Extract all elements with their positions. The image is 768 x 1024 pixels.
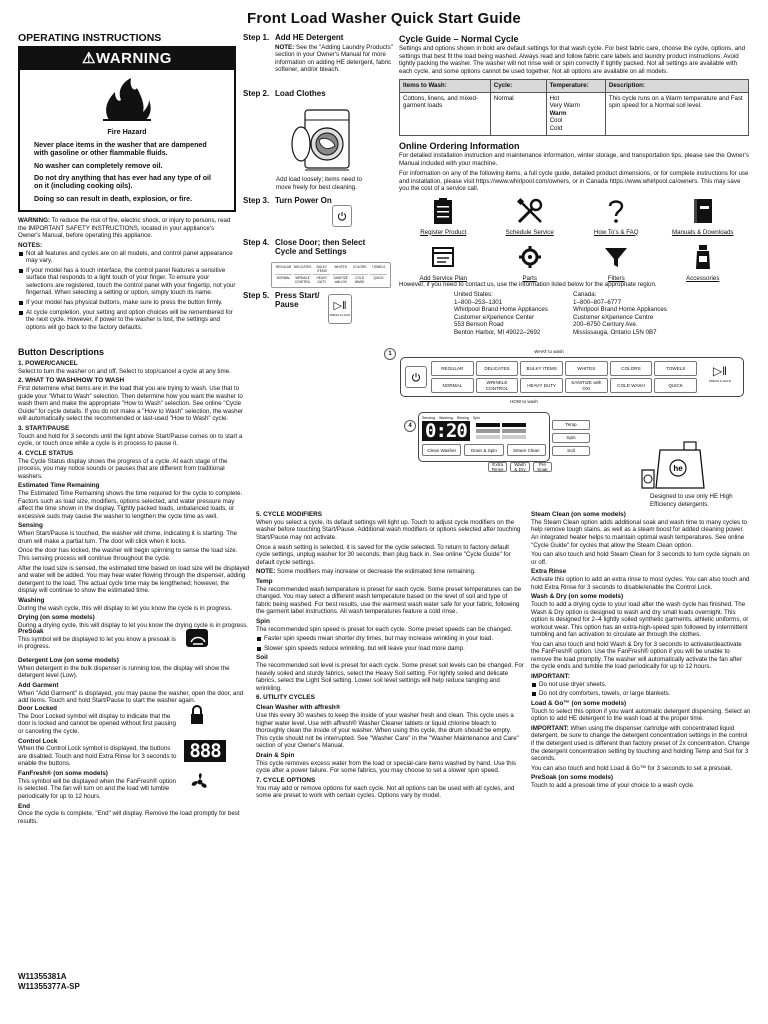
contact-phone: 1–800–253–1301 bbox=[454, 298, 503, 306]
note-item: Not all features and cycles are on all models, and control panel appearance may vary. bbox=[18, 250, 236, 265]
online-heading: Online Ordering Information bbox=[399, 141, 520, 151]
control-lock-display: 888 bbox=[184, 740, 226, 762]
cycle-button-grid bbox=[431, 361, 697, 393]
accessories-bottle-icon bbox=[688, 242, 718, 272]
subsection-text: Once the cycle is complete, "End" will display. Remove the load promptly for best results. bbox=[18, 810, 240, 825]
play-pause-icon: ▷‖ bbox=[712, 364, 728, 378]
mini-cycle: NORMAL bbox=[276, 275, 291, 280]
status-display-panel bbox=[418, 412, 550, 462]
section-text: Touch and hold for 3 seconds until the light above Start/Pause comes on to start a cycle, or touch once while a cycle is in process to pause it. bbox=[18, 432, 243, 448]
subsection-title: End bbox=[18, 802, 31, 810]
cycle-table bbox=[399, 79, 749, 135]
warning-triangle-icon: ⚠ bbox=[82, 50, 96, 68]
steps-column bbox=[243, 34, 393, 76]
note-text: See the "Adding Laundry Products" section in your Owner's Manual for more information on adding HE detergent, fabric softener, and/or bleach. bbox=[275, 43, 393, 74]
detergent-low-block bbox=[18, 655, 250, 707]
subsection-text: Activate this option to add an extra rinse to most cycles. You can also touch and hold Extra Rinse for 3 seconds to disable/enable the Control Lock. bbox=[531, 576, 750, 591]
subsection-title: Wash & Dry (on some models) bbox=[531, 593, 624, 601]
subsection-title: Drying (on some models) bbox=[18, 614, 95, 622]
level-indicators bbox=[476, 423, 526, 439]
note-item: If your model has a touch interface, the control panel features a sensitive surface that responds to a light touch of your finger. To ensure your selections are registered, touch the control panel with your fingertip, not your fingernail. When selecting a setting or option, simply touch its name. bbox=[18, 267, 236, 297]
subsection-text: This symbol will be displayed to let you know a presoak is in progress. bbox=[18, 635, 176, 651]
subsection-text: When the Control Lock symbol is displayed, the buttons are disabled. Touch and hold Extra Rinse for 3 seconds to enable the buttons. bbox=[18, 745, 177, 768]
power-button-illustration bbox=[332, 205, 352, 227]
subsection-text: Touch to add a drying cycle to your load after the wash cycle has finished. The Wash & Dry option is designed to wash and dry small loads overnight. This option is designed for 2–4 lightly soiled synthetic garments, athletic uniforms, or workout wear. This option has an extra-high-speed spin followed by intermittent tumbling and fan activation to circulate air through the clothes. bbox=[531, 600, 749, 639]
link-filters[interactable] bbox=[573, 242, 660, 282]
subsection-text: The Estimated Time Remaining shows the time required for the cycle to complete. Factors such as load size, modifiers, options selected, and water pressure may affect the time shown in the display. Tightly packed loads, unbalanced loads, or excessive suds may cause the washer to lengthen the cycle time as well. bbox=[18, 490, 243, 520]
washer-loading-illustration bbox=[283, 106, 355, 174]
table-header: Items to Wash: bbox=[400, 80, 491, 93]
contact-line: Whirlpool Brand Home Appliances bbox=[454, 306, 548, 314]
hazard-line: No washer can completely remove oil. bbox=[34, 161, 163, 170]
mini-cycle: QUICK bbox=[373, 275, 384, 280]
contact-us bbox=[454, 291, 574, 336]
step-title: Load Clothes bbox=[275, 89, 326, 98]
svg-text:he: he bbox=[673, 464, 683, 473]
section-title: 2. WHAT TO WASH/HOW TO WASH bbox=[18, 377, 125, 385]
mini-cycle: COLD WASH bbox=[354, 275, 365, 284]
link-label[interactable]: Schedule Service bbox=[505, 228, 554, 236]
mini-cycle: REGULAR bbox=[275, 266, 292, 275]
step-number: Step 4. bbox=[243, 238, 270, 247]
press-hold-label: PRESS & HOLD bbox=[708, 379, 732, 383]
temp-button[interactable]: Temp bbox=[552, 420, 590, 430]
subsection-title: Clean Washer with affresh® bbox=[256, 704, 341, 712]
subsection-title: Extra Rinse bbox=[531, 568, 567, 576]
temp-option-default: Warm bbox=[549, 109, 567, 117]
cycle-guide bbox=[399, 34, 749, 136]
button-descriptions bbox=[18, 347, 250, 632]
option-button-clean-washer[interactable]: Clean Washer bbox=[422, 444, 461, 456]
link-label[interactable]: Add Service Plan bbox=[419, 274, 467, 282]
subsection-text: The Steam Clean option adds additional soak and wash time to many cycles to help remove tough stains, as well as a steam boost for added cleaning power. An integrated heater helps to maintain optimal wash temperatures. See online "Cycle Guide" for cycles that allow the Steam Clean option. bbox=[531, 518, 747, 549]
temp-option: Hot bbox=[549, 94, 560, 102]
button-desc-heading: Button Descriptions bbox=[18, 347, 105, 357]
warning-lead: WARNING: bbox=[18, 217, 50, 225]
bullet-item: Slower spin speeds reduce wrinkling, but will leave your load more damp. bbox=[256, 645, 524, 653]
start-button-illustration bbox=[328, 294, 352, 324]
cycle-button-towels[interactable]: TOWELS bbox=[654, 361, 697, 376]
link-manuals-downloads[interactable] bbox=[660, 196, 747, 236]
subsection-title: Steam Clean (on some models) bbox=[531, 511, 626, 518]
step-title: Press Start/ Pause bbox=[275, 291, 320, 309]
option-button-drain-spin[interactable]: Drain & Spin bbox=[464, 444, 503, 456]
subsection-title: Load & Go™ (on some models) bbox=[531, 699, 627, 707]
warning-header bbox=[20, 48, 234, 70]
he-caption: Designed to use only HE High Efficiency detergents. bbox=[650, 493, 733, 508]
step-3 bbox=[243, 197, 393, 206]
section-title: 1. POWER/CANCEL bbox=[18, 359, 78, 367]
subsection-text: Touch to add a presoak time of your choice to a wash cycle. bbox=[531, 782, 695, 790]
step-2-caption: Add load loosely; items need to move freely for best cleaning. bbox=[276, 176, 362, 191]
warning-text: To reduce the risk of fire, electric shock, or injury to persons, read the IMPORTANT SAFETY INSTRUCTIONS, located in your appliance's Owner's Manual, before operating this appliance. bbox=[18, 217, 231, 240]
online-links-grid bbox=[400, 196, 746, 282]
notes-list bbox=[18, 250, 236, 332]
cycle-button-colors[interactable]: COLORS bbox=[610, 361, 653, 376]
page-title: Front Load Washer Quick Start Guide bbox=[247, 10, 521, 27]
note-item: If your model has physical buttons, make sure to press the button firmly. bbox=[18, 299, 236, 307]
link-accessories[interactable] bbox=[660, 242, 747, 282]
contact-canada bbox=[573, 291, 703, 336]
contact-country: United States: bbox=[454, 291, 493, 298]
lock-icon bbox=[189, 704, 205, 726]
table-header: Description: bbox=[605, 80, 748, 93]
power-button[interactable] bbox=[405, 366, 427, 388]
operating-instructions bbox=[18, 32, 236, 333]
status-label: Washing bbox=[439, 416, 453, 420]
step-4 bbox=[243, 239, 393, 257]
link-label[interactable]: Manuals & Downloads bbox=[671, 228, 734, 236]
online-paragraph-2: For information on any of the following items, a full cycle guide, detailed product dimensions, or for complete instructions for use and installation, please visit https://www.whirlpool.com/owners, or in Canada https://www.whirlpool.ca/owners. This may save you the cost of a service call. bbox=[399, 170, 749, 193]
press-hold-label: PRESS & HOLD bbox=[329, 313, 351, 317]
section-title: 3. START/PAUSE bbox=[18, 424, 70, 432]
subsection-title: Spin bbox=[256, 617, 270, 625]
contact-line: Whirlpool Brand Home Appliances bbox=[573, 306, 667, 314]
section-title: 5. CYCLE MODIFIERS bbox=[256, 511, 323, 518]
note-lead: NOTE: bbox=[275, 43, 295, 51]
table-row bbox=[400, 92, 749, 135]
table-cell: Cottons, linens, and mixed-garment loads bbox=[400, 92, 491, 135]
important-heading: IMPORTANT: bbox=[531, 673, 570, 680]
what-to-wash-label: WHAT to wash bbox=[534, 349, 564, 354]
question-mark-icon bbox=[601, 196, 631, 226]
control-panel-cycles bbox=[400, 357, 744, 397]
parts-icon bbox=[515, 242, 545, 272]
subsection-text: When "Add Garment" is displayed, you may pause the washer, open the door, and add items. Touch and hold Start/Pause to start the washer again. bbox=[18, 689, 244, 705]
contact-country: Canada: bbox=[573, 291, 597, 298]
subsection-text: The Door Locked symbol will display to indicate that the door is locked and cannot be opened without first pausing or canceling the cycle. bbox=[18, 712, 176, 735]
link-label[interactable]: Register Product bbox=[420, 228, 467, 236]
subsection-title: PreSoak (on some models) bbox=[531, 774, 614, 782]
subsection-text: This symbol will be displayed when the FanFresh® option is selected. The fan will turn on and the load will tumble periodically for up to 12 hours. bbox=[18, 777, 176, 800]
subsection-text: The recommended wash temperature is preset for each cycle. Some preset temperatures can be changed. You may select a different wash temperature based on the level of soil and type of fabric being washed. For best results, use the warmest wash water safe for your fabric, following the garment label instructions. All wash temperatures feature a cold rinse. bbox=[256, 585, 522, 616]
contact-intro: However, if you need to contact us, use the information listed below for the appropriate region. bbox=[399, 281, 657, 288]
subsection-title: Soil bbox=[256, 654, 268, 662]
cycle-button-regular[interactable]: REGULAR bbox=[431, 361, 474, 376]
online-ordering bbox=[399, 141, 749, 195]
section-text: First determine what items are in the load that you are trying to wash. Use that to guide your "What to Wash" selection. Then determine how you want the washer to wash them and make the appropriate "How to Wash" selection. See online "Cycle Guide" for cycle details. If you do not make a "How to Wash" selection, the washer will automatically select the recommended or last-used "How to Wash" cycle. bbox=[18, 385, 244, 423]
warning-box bbox=[18, 46, 236, 212]
mini-cycle: DELICATES bbox=[294, 266, 311, 275]
subsection-title: Sensing bbox=[18, 522, 43, 530]
link-how-tos-faq[interactable] bbox=[573, 196, 660, 236]
note-text: Some modifiers may increase or decrease the estimated time remaining. bbox=[276, 568, 476, 576]
warning-paragraph bbox=[18, 217, 236, 240]
hazard-line: Doing so can result in death, explosion, or fire. bbox=[34, 194, 193, 203]
contact-line: Benton Harbor, MI 49022–2692 bbox=[454, 328, 541, 336]
subsection-title: Door Locked bbox=[18, 705, 58, 712]
section-text: When you select a cycle, its default settings will light up. Touch to adjust cycle modifiers on the washer before touching Start/Pause. Additional wash modifiers or options selected after touching Start/Pause may not activate. bbox=[256, 518, 521, 541]
callout-number: 4 bbox=[404, 420, 416, 432]
subsection-text: The recommended soil level is preset for each cycle. Some preset soil levels can be changed. For heavily soiled and sturdy fabrics, select the Heavy Soil setting. For lightly soiled and delicate fabrics, select the Light Soil setting. Lower soil level settings will help reduce tangling and wrinkling. bbox=[256, 662, 524, 692]
important-bullets bbox=[531, 681, 751, 698]
subsection-text: During a drying cycle, this will display to let you know the drying cycle is in progress. bbox=[18, 621, 249, 629]
bullet-item: Do not use dryer sheets. bbox=[531, 681, 751, 689]
mini-cycle: WHITES bbox=[332, 266, 349, 275]
table-header: Cycle: bbox=[490, 80, 546, 93]
power-icon bbox=[337, 211, 347, 221]
step-1 bbox=[243, 34, 393, 76]
subsection-title: Estimated Time Remaining bbox=[18, 482, 100, 490]
spin-bullets bbox=[256, 635, 524, 652]
subsection-text: Once the door has locked, the washer will begin spinning to sense the load size. This sensing process will continue throughout the cycle. bbox=[18, 547, 238, 562]
subsection-important bbox=[531, 725, 751, 763]
subsection-title: Add Garment bbox=[18, 681, 59, 689]
presoak-block bbox=[18, 626, 178, 653]
note-item: At cycle completion, your setting and option choices will be remembered for the next cycle. However, if power to the washer is lost, the settings and options will go back to the factory defaults. bbox=[18, 309, 236, 332]
cycle-guide-heading: Cycle Guide – Normal Cycle bbox=[399, 34, 519, 44]
link-label[interactable]: Filters bbox=[607, 274, 625, 282]
option-row-2 bbox=[488, 462, 552, 472]
cycle-button-bulky-items[interactable]: BULKY ITEMS bbox=[520, 361, 563, 376]
subsection-text: During the wash cycle, this will display to let you know the cycle is in progress. bbox=[18, 604, 233, 612]
link-label[interactable]: Accessories bbox=[686, 274, 720, 282]
subsection-title: Washing bbox=[18, 596, 45, 604]
important-lead: IMPORTANT: bbox=[531, 724, 569, 732]
mini-control-panel bbox=[271, 262, 391, 288]
part-number: W11355377A-SP bbox=[18, 982, 80, 992]
part-number: W11355381A bbox=[18, 972, 67, 981]
warning-label: WARNING bbox=[95, 50, 172, 68]
bullet-item: Faster spin speeds mean shorter dry times, but may increase wrinkling in your load. bbox=[256, 635, 524, 643]
section-title: 4. CYCLE STATUS bbox=[18, 449, 74, 457]
link-register-product[interactable] bbox=[400, 196, 487, 236]
cycle-options-column bbox=[531, 509, 751, 792]
option-button-steam-clean[interactable]: Steam Clean bbox=[507, 444, 546, 456]
section-text: You may add or remove options for each cycle. Not all options can be used with all cycles, and some are preset to work with certain cycles. Options vary by model. bbox=[256, 784, 515, 800]
link-schedule-service[interactable] bbox=[487, 196, 574, 236]
subsection-text: This cycle removes excess water from the load or special-care items washed by hand. Use this cycle after a power failure. For some fabrics, you may choose to set a slower spin speed. bbox=[256, 759, 516, 775]
callout-number: 1 bbox=[384, 348, 396, 360]
hazard-line: Never place items in the washer that are dampened with gasoline or other flammable fluids. bbox=[34, 140, 207, 158]
temp-option: Cool bbox=[549, 117, 563, 125]
step-title: Turn Power On bbox=[275, 196, 332, 205]
mini-cycle: HEAVY DUTY bbox=[316, 275, 328, 284]
contact-line: Customer eXperience Centre bbox=[573, 313, 654, 321]
cycle-button-wrinkle-control[interactable]: WRINKLE CONTROL bbox=[476, 378, 519, 393]
contact-line: Mississauga, Ontario L5N 0B7 bbox=[573, 328, 657, 336]
mini-cycle: TOWELS bbox=[370, 266, 387, 275]
subsection-text: Touch to select this option if you want automatic detergent dispensing. Select an option to add HE detergent to the wash load at the proper time. bbox=[531, 707, 751, 723]
cycle-guide-intro: Settings and options shown in bold are default settings for that wash cycle. For best fabric care, choose the cycle, options, and settings that best fit the load being washed. Always read and follow fabric care labels and laundry product instructions. Avoid tightly packing the washer. The washer will not rinse well or spin correctly if tightly packed. Not all settings are available with each cycle, and some options cannot be used together. Not all options are available on all models. bbox=[399, 44, 746, 75]
operating-heading: OPERATING INSTRUCTIONS bbox=[18, 32, 162, 44]
temp-option: Cold bbox=[549, 125, 563, 133]
bullet-item: Do not dry comforters, towels, or large blankets. bbox=[531, 690, 751, 698]
footer-codes bbox=[18, 972, 80, 993]
presoak-icon bbox=[186, 629, 208, 647]
temp-option: Very Warm bbox=[549, 102, 580, 110]
fire-icon bbox=[20, 70, 234, 128]
cycle-button-whites[interactable]: WHITES bbox=[565, 361, 608, 376]
subsection-text: You can also touch and hold Wash & Dry for 3 seconds to activate/deactivate the FanFresh® option. Use the FanFresh® option if you will be unable to remove the load promptly. The washer will automatically activate the fan after the cycle ends and tumble the load periodically for up to 12 hours. bbox=[531, 640, 742, 671]
how-to-wash-label: HOW to wash bbox=[510, 399, 538, 404]
subsection-title: FanFresh® (on some models) bbox=[18, 770, 108, 777]
he-detergent-illustration bbox=[640, 440, 716, 490]
section-text: Once a wash setting is selected, it is saved for the cycle selected. To return to factory default cycle settings, unplug washer for 30 seconds; then plug back in. See online "Cycle Guide" for default cycle settings. bbox=[256, 543, 511, 566]
section-title: 6. UTILITY CYCLES bbox=[256, 694, 315, 702]
link-add-service-plan[interactable] bbox=[400, 242, 487, 282]
online-paragraph-1: For detailed installation instruction and maintenance information, winter storage, and transportation tips, please see the Owner's Manual included with your machine. bbox=[399, 151, 749, 167]
section-text: Select to turn the washer on and off. Select to stop/cancel a cycle at any time. bbox=[18, 367, 231, 375]
spin-button[interactable]: Spin bbox=[552, 433, 590, 443]
section-note bbox=[256, 568, 524, 576]
subsection-text: When Start/Pause is touched, the washer will chime, indicating it is starting. The drum will make a partial turn. The door will click when it locks. bbox=[18, 530, 237, 545]
link-label[interactable]: Parts bbox=[522, 274, 537, 282]
contact-line: 553 Benson Road bbox=[454, 321, 504, 329]
wrench-screwdriver-icon bbox=[515, 196, 545, 226]
power-icon bbox=[411, 372, 421, 382]
step-1-note bbox=[275, 44, 393, 74]
option-button-wash-dry[interactable]: Wash & Dry bbox=[510, 462, 529, 472]
cycle-button-quick[interactable]: QUICK bbox=[654, 378, 697, 393]
subsection-text: The recommended spin speed is preset for each cycle. Some preset speeds can be changed. bbox=[256, 625, 513, 633]
mini-cycle: BULKY ITEMS bbox=[313, 266, 330, 275]
cycle-button-heavy-duty[interactable]: HEAVY DUTY bbox=[520, 378, 563, 393]
cycle-button-cold-wash[interactable]: COLD WASH bbox=[610, 378, 653, 393]
link-label[interactable]: How To's & FAQ bbox=[593, 228, 639, 236]
step-title: Close Door; then Select Cycle and Settings bbox=[275, 238, 366, 256]
table-cell-temps bbox=[546, 92, 605, 135]
step-2 bbox=[243, 90, 393, 99]
fire-hazard-label: Fire Hazard bbox=[107, 127, 147, 137]
step-number: Step 3. bbox=[243, 196, 270, 205]
cycle-button-delicates[interactable]: DELICATES bbox=[476, 361, 519, 376]
fan-icon bbox=[188, 770, 212, 794]
option-button-extra-rinse[interactable]: Extra Rinse bbox=[488, 462, 507, 472]
play-pause-icon: ▷‖ bbox=[333, 300, 347, 312]
table-cell: Normal bbox=[490, 92, 546, 135]
link-parts[interactable] bbox=[487, 242, 574, 282]
table-header: Temperature: bbox=[546, 80, 605, 93]
table-cell: This cycle runs on a Warm temperature and Fast spin speed for a Normal soil level. bbox=[605, 92, 748, 135]
start-pause-button[interactable] bbox=[701, 362, 739, 392]
hazard-line: Do not dry anything that has ever had any type of oil on it (including cooking oils). bbox=[34, 173, 211, 191]
mini-cycle: WRINKLE CONTROL bbox=[294, 275, 311, 284]
step-5 bbox=[243, 292, 393, 310]
subsection-text: After the load size is sensed, the estimated time based on load size will be displayed and water will be added. You may hear water flowing through the dispenser, adding detergent to the load. The actual cycle time may be lengthened; however, the display will continue to show the estimated time. bbox=[18, 564, 250, 595]
mini-cycle: COLORS bbox=[351, 266, 368, 275]
modifier-buttons bbox=[552, 420, 590, 456]
section-title: 7. CYCLE OPTIONS bbox=[256, 776, 316, 784]
mini-cycle: SANITIZE with OXI bbox=[333, 275, 348, 284]
subsection-text: Use this every 30 washes to keep the inside of your washer fresh and clean. This cycle uses a higher water level. Use with affresh® Washer Cleaner tablets or liquid chlorine bleach to thoroughly clean the inside of your washer. When using this cycle, the drum should be empty. This cycle should not be interrupted. See "Washer Care" in the "Washer Maintenance and Care" section of your Owner's Manual. bbox=[256, 712, 519, 750]
section-text: The Cycle Status display shows the progress of a cycle. At each stage of the process, you may notice sounds or pauses that are different from traditional washers. bbox=[18, 457, 228, 480]
status-label: Sensing bbox=[422, 416, 435, 420]
contact-line: 200–6750 Century Ave. bbox=[573, 321, 638, 329]
subsection-title: Detergent Low (on some models) bbox=[18, 657, 119, 664]
subsection-title: Drain & Spin bbox=[256, 751, 295, 759]
subsection-title: Control Lock bbox=[18, 737, 58, 745]
option-button-presoak[interactable]: Pre Soak bbox=[533, 462, 552, 472]
important-text: When using the dispenser cartridge with concentrated liquid detergent, be sure to change the detergent concentration settings in the control if the detergent used is different than factory preset of 2x concentration. Change the detergent concentration setting by touching and holding Temp and Soil for 3 seconds. bbox=[531, 724, 750, 763]
subsection-title: Temp bbox=[256, 577, 273, 585]
subsection-text: You can also touch and hold Steam Clean for 3 seconds to turn cycle signals on or off. bbox=[531, 551, 750, 566]
notes-heading: NOTES: bbox=[18, 241, 43, 249]
subsection-text: You can also touch and hold Load & Go™ for 3 seconds to set a presoak. bbox=[531, 764, 733, 772]
manual-book-icon bbox=[688, 196, 718, 226]
step-title: Add HE Detergent bbox=[275, 33, 344, 42]
note-lead: NOTE: bbox=[256, 568, 276, 576]
contact-line: Customer eXperience Center bbox=[454, 313, 535, 321]
status-label: Spin bbox=[472, 416, 481, 420]
step-number: Step 5. bbox=[243, 291, 270, 300]
step-number: Step 1. bbox=[243, 33, 270, 42]
time-display: 0:20 bbox=[422, 421, 470, 441]
flame-icon bbox=[101, 76, 153, 122]
contact-phone: 1–800–807–6777 bbox=[573, 298, 622, 306]
clipboard-icon bbox=[428, 196, 458, 226]
cycle-modifiers-column bbox=[256, 509, 524, 802]
subsection-title: PreSoak bbox=[18, 628, 44, 635]
subsection-text: When detergent in the bulk dispenser is running low, the display will show the detergent level (Low). bbox=[18, 664, 230, 680]
status-label: Rinsing bbox=[456, 416, 469, 420]
cycle-button-sanitize[interactable]: SANITIZE with OXI bbox=[565, 378, 608, 393]
service-plan-icon bbox=[428, 242, 458, 272]
soil-button[interactable]: Soil bbox=[552, 446, 590, 456]
cycle-button-normal[interactable]: NORMAL bbox=[431, 378, 474, 393]
step-number: Step 2. bbox=[243, 89, 270, 98]
filter-drop-icon bbox=[601, 242, 631, 272]
